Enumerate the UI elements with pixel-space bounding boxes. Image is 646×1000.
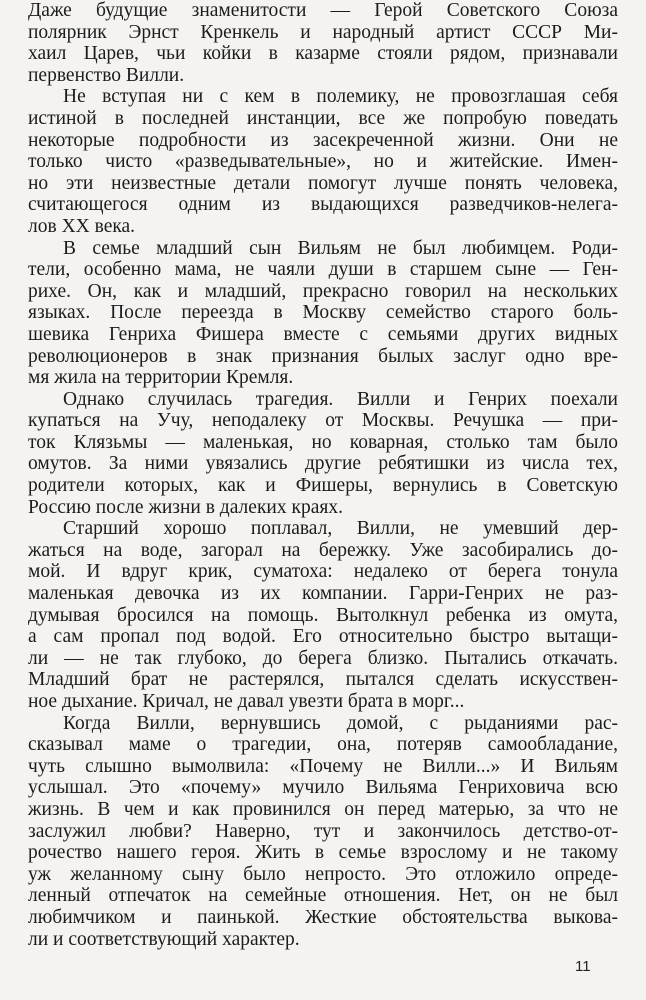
text-line: мой. И вдруг крик, суматоха: недалеко от берега тонула	[28, 561, 618, 583]
body-text	[28, 0, 618, 950]
text-line: Когда Вилли, вернувшись домой, с рыданиями рас-	[63, 712, 618, 734]
text-line: маленькая девочка из их компании. Гарри-Генрих не раз-	[28, 583, 618, 605]
text-line: а сам пропал под водой. Его относительно быстро вытащи-	[28, 626, 618, 648]
text-line: Россию после жизни в далеких краях.	[28, 496, 343, 518]
text-line: шевика Генриха Фишера вместе с семьями других видных	[28, 323, 618, 345]
text-line: заслужил любви? Наверно, тут и закончилось детство-от-	[28, 820, 618, 842]
text-line: Даже будущие знаменитости — Герой Советского Союза	[28, 0, 618, 21]
text-line: ленный отпечаток на семейные отношения. Нет, он не был	[28, 885, 618, 907]
text-line: уж желанному сыну было непросто. Это отложило опреде-	[28, 863, 618, 885]
text-line: думывая бросился на помощь. Вытолкнул ребенка из омута,	[28, 604, 618, 626]
text-line: купаться на Учу, неподалеку от Москвы. Речушка — при-	[28, 410, 618, 432]
paragraph	[28, 0, 618, 86]
text-line: Старший хорошо поплавал, Вилли, не умевший дер-	[63, 518, 618, 540]
text-line: рочество нашего героя. Жить в семье взрослому и не такому	[28, 842, 618, 864]
text-line: хаил Царев, чьи койки в казарме стояли рядом, признавали	[28, 43, 618, 65]
text-line: ное дыхание. Кричал, не давал увезти брата в морг...	[28, 691, 465, 712]
text-line: Однако случилась трагедия. Вилли и Генрих поехали	[63, 388, 618, 410]
text-line: Не вступая ни с кем в полемику, не провозглашая себя	[63, 86, 618, 108]
text-line: омутов. За ними увязались другие ребятишки из числа тех,	[28, 453, 618, 475]
text-line: считающегося одним из выдающихся разведчиков-нелега-	[28, 194, 618, 216]
text-line: первенство Вилли.	[28, 64, 185, 86]
paragraph	[28, 389, 618, 519]
text-line: рихе. Он, как и младший, прекрасно говорил на нескольких	[28, 280, 618, 302]
text-line: мя жила на территории Кремля.	[28, 367, 294, 389]
text-line: только чисто «разведывательные», но и житейские. Имен-	[28, 151, 618, 173]
text-line: услышал. Это «почему» мучило Вильяма Генриховича всю	[28, 777, 618, 799]
text-line: ли и соответствующий характер.	[28, 928, 300, 950]
text-line: чуть слышно вымолвила: «Почему не Вилли...» И Вильям	[28, 755, 618, 777]
text-line: жаться на воде, загорал на бережку. Уже засобирались до-	[28, 539, 618, 561]
text-line: жизнь. В чем и как провинился он перед матерью, за что не	[28, 798, 618, 820]
page-number: 11	[575, 958, 591, 975]
text-line: революционеров в знак признания былых заслуг одно вре-	[28, 345, 618, 367]
paragraph	[28, 238, 618, 389]
text-line: лов XX века.	[28, 215, 136, 237]
text-line: полярник Эрнст Кренкель и народный артист СССР Ми-	[28, 21, 618, 43]
text-line: истиной в последней инстанции, все же попробую поведать	[28, 107, 618, 129]
text-line: В семье младший сын Вильям не был любимцем. Роди-	[63, 237, 618, 259]
text-line: родители которых, как и Фишеры, вернулись в Советскую	[28, 475, 618, 497]
text-line: ток Клязьмы — маленькая, но коварная, столько там было	[28, 431, 618, 453]
text-line: но эти неизвестные детали помогут лучше понять человека,	[28, 172, 618, 194]
text-line: Младший брат не растерялся, пытался сделать искусствен-	[28, 669, 618, 691]
text-line: тели, особенно мама, не чаяли души в старшем сыне — Ген-	[28, 259, 618, 281]
paragraph	[28, 518, 618, 712]
paragraph	[28, 713, 618, 951]
text-line: любимчиком и паинькой. Жесткие обстоятельства выкова-	[28, 906, 618, 928]
text-line: языках. После переезда в Москву семейство старого боль-	[28, 302, 618, 324]
text-line: сказывал маме о трагедии, она, потеряв самообладание,	[28, 734, 618, 756]
paragraph	[28, 86, 618, 237]
book-page	[28, 0, 618, 1000]
text-line: некоторые подробности из засекреченной жизни. Они не	[28, 129, 618, 151]
text-line: ли — не так глубоко, до берега близко. Пытались откачать.	[28, 647, 618, 669]
